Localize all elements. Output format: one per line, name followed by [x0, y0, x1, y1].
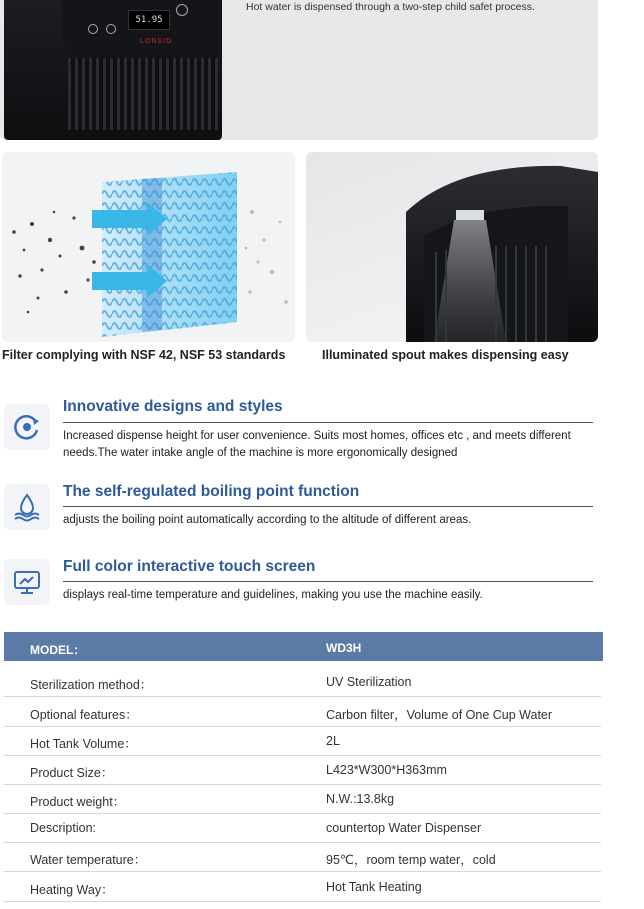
- spec-key: Product weight：: [30, 795, 126, 809]
- lock-button-icon: [106, 24, 116, 34]
- hot-water-button-icon: [176, 4, 188, 16]
- spec-value: Hot Tank Heating: [326, 880, 422, 894]
- filter-caption: Filter complying with NSF 42, NSF 53 standards: [2, 348, 286, 362]
- spec-key: Heating Way：: [30, 883, 114, 897]
- feature-description: Increased dispense height for user convenience. Suits most homes, offices etc , and meets different needs.The water intake angle of the machine is more ergonomically designed: [63, 430, 571, 459]
- spec-row: [4, 726, 601, 756]
- spec-row: [4, 784, 601, 814]
- filter-photo: [2, 152, 295, 342]
- feature-divider: [63, 581, 593, 582]
- spec-key: Water temperature：: [30, 853, 147, 867]
- dispenser-vent: [68, 58, 218, 130]
- spec-row: [4, 842, 601, 872]
- rotation-icon: [4, 404, 50, 450]
- feature-description: displays real-time temperature and guidelines, making you use the machine easily.: [63, 589, 483, 601]
- spec-key: Description:: [30, 821, 96, 835]
- spec-table-header: [4, 632, 603, 661]
- spec-key: Sterilization method：: [30, 678, 153, 692]
- feature-description: adjusts the boiling point automatically according to the altitude of different areas.: [63, 514, 472, 526]
- spout-illustration: [306, 152, 598, 342]
- spec-header-key: MODEL：: [30, 643, 86, 657]
- spec-value: 2L: [326, 734, 340, 748]
- spec-key: Hot Tank Volume：: [30, 737, 137, 751]
- spec-row: [4, 755, 601, 785]
- spec-value: L423*W300*H363mm: [326, 763, 447, 777]
- power-button-icon: [88, 24, 98, 34]
- spec-row: [4, 667, 601, 697]
- feature-divider: [63, 422, 593, 423]
- spec-value: countertop Water Dispenser: [326, 821, 482, 835]
- brand-logo: LONSID: [140, 38, 173, 45]
- spec-row: [4, 697, 601, 727]
- spout-caption: Illuminated spout makes dispensing easy: [322, 348, 569, 362]
- feature-title: Full color interactive touch screen: [63, 558, 316, 575]
- water-dispenser-image: [4, 0, 222, 140]
- spec-key: Optional features：: [30, 708, 138, 722]
- spout-photo: [306, 152, 598, 342]
- spec-value: 95℃，room temp water，cold: [326, 853, 496, 867]
- spec-value: Carbon filter，Volume of One Cup Water: [326, 708, 553, 722]
- spec-value: UV Sterilization: [326, 675, 412, 689]
- spec-key: Product Size：: [30, 766, 114, 780]
- control-panel: [62, 0, 222, 60]
- spec-header-value: WD3H: [326, 641, 362, 655]
- hero-caption: Hot water is dispensed through a two-step child safet process.: [246, 1, 535, 13]
- feature-divider: [63, 506, 593, 507]
- boiling-water-icon: [4, 484, 50, 530]
- hero-image: [0, 0, 598, 140]
- touch-screen-icon: [4, 559, 50, 605]
- feature-title: Innovative designs and styles: [63, 398, 283, 415]
- display-screen: 51.95: [128, 10, 170, 30]
- spec-value: N.W.:13.8kg: [326, 792, 395, 806]
- spec-row: [4, 872, 601, 902]
- spec-row: [4, 813, 601, 843]
- filter-illustration: [2, 152, 295, 342]
- feature-title: The self-regulated boiling point function: [63, 483, 360, 500]
